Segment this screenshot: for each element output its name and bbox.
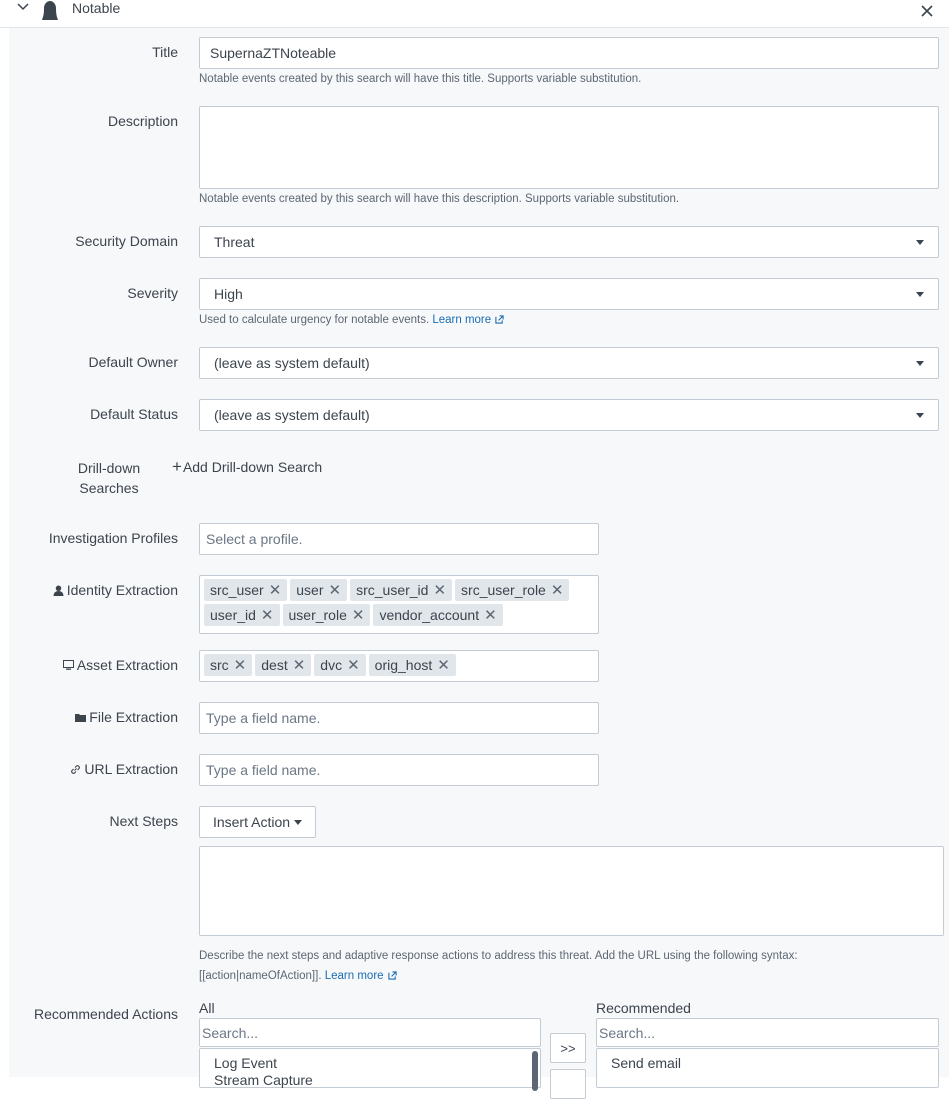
- severity-select[interactable]: [199, 278, 939, 310]
- severity-label: Severity: [127, 285, 178, 301]
- identity-tag: [204, 579, 287, 601]
- panel-header: [0, 0, 949, 28]
- default-owner-select[interactable]: [199, 347, 939, 379]
- default-status-select[interactable]: [199, 399, 939, 431]
- asset-extraction-label-text: Asset Extraction: [76, 657, 178, 673]
- security-domain-value: Threat: [214, 234, 255, 250]
- remove-tag-icon[interactable]: ✕: [260, 606, 274, 624]
- identity-tag: [204, 604, 280, 626]
- remove-tag-icon[interactable]: ✕: [550, 581, 564, 599]
- security-domain-label: Security Domain: [75, 233, 178, 249]
- caret-down-icon: [916, 361, 924, 366]
- tag-label: src_user_role: [461, 582, 546, 598]
- next-steps-learn-more-link[interactable]: [325, 970, 397, 982]
- tag-label: src_user_id: [356, 582, 429, 598]
- identity-tag: [455, 579, 569, 601]
- external-link-icon: [495, 315, 504, 324]
- remove-tag-icon[interactable]: ✕: [433, 581, 447, 599]
- list-scrollbar[interactable]: [532, 1051, 538, 1091]
- drilldown-label: [69, 458, 149, 498]
- remove-tag-icon[interactable]: ✕: [484, 606, 497, 624]
- tag-label: user: [296, 582, 324, 598]
- tag-label: src_user: [210, 582, 264, 598]
- insert-action-button[interactable]: [199, 806, 316, 838]
- identity-tag: [373, 604, 502, 626]
- monitor-icon: [63, 660, 74, 670]
- remove-tag-icon[interactable]: ✕: [292, 656, 306, 674]
- file-extraction-label: [29, 709, 178, 725]
- recommended-actions-list: [596, 1048, 939, 1088]
- tag-label: dest: [261, 657, 288, 673]
- all-actions-search[interactable]: [199, 1018, 541, 1047]
- learn-more-text: Learn more: [432, 314, 492, 326]
- identity-extraction-input[interactable]: [199, 575, 599, 634]
- asset-tag: [255, 654, 311, 676]
- default-owner-label: Default Owner: [88, 354, 178, 370]
- default-status-label: Default Status: [90, 406, 178, 422]
- remove-tag-icon[interactable]: ✕: [268, 581, 282, 599]
- caret-down-icon: [916, 292, 924, 297]
- investigation-profiles-label: Investigation Profiles: [48, 530, 178, 546]
- recommended-search[interactable]: [596, 1018, 939, 1047]
- remove-tag-icon[interactable]: ✕: [233, 656, 247, 674]
- learn-more-text: Learn more: [324, 970, 384, 982]
- severity-learn-more-link[interactable]: [432, 314, 504, 326]
- all-actions-list: [199, 1048, 541, 1088]
- title-label: Title: [152, 44, 178, 60]
- investigation-profiles-placeholder: Select a profile.: [206, 531, 303, 547]
- description-label: Description: [107, 113, 178, 129]
- close-icon[interactable]: [921, 5, 933, 17]
- asset-extraction-label: [29, 657, 178, 673]
- tag-label: orig_host: [374, 657, 433, 673]
- default-status-value: (leave as system default): [214, 407, 370, 423]
- drilldown-label-line2: Searches: [79, 480, 139, 496]
- url-extraction-label: [29, 761, 178, 777]
- list-item[interactable]: Send email: [611, 1055, 682, 1071]
- description-textarea[interactable]: [199, 106, 939, 189]
- plus-icon: +: [172, 457, 182, 476]
- panel-title: Notable: [72, 0, 121, 16]
- list-item[interactable]: Stream Capture: [214, 1072, 313, 1088]
- notable-action-panel: [9, 0, 949, 1088]
- remove-tag-icon[interactable]: ✕: [347, 656, 360, 674]
- title-help: Notable events created by this search will have this title. Supports variable substitution.: [199, 73, 642, 85]
- tag-label: vendor_account: [379, 607, 480, 623]
- default-owner-value: (leave as system default): [214, 355, 370, 371]
- severity-value: High: [214, 286, 243, 302]
- link-icon: [70, 764, 81, 775]
- tag-label: src: [210, 657, 229, 673]
- drilldown-label-line1: Drill-down: [77, 460, 141, 476]
- identity-tag: [350, 579, 452, 601]
- add-drilldown-button[interactable]: [172, 458, 322, 475]
- tag-label: user_id: [210, 607, 256, 623]
- add-drilldown-label: Add Drill-down Search: [182, 458, 323, 475]
- severity-help: [199, 314, 504, 326]
- file-extraction-label-text: File Extraction: [89, 709, 178, 725]
- tag-label: dvc: [320, 657, 343, 673]
- bell-icon: [37, 0, 63, 20]
- identity-extraction-label: [29, 582, 178, 598]
- user-icon: [53, 585, 64, 596]
- asset-tag: [204, 654, 252, 676]
- title-input[interactable]: SupernaZTNoteable: [199, 37, 939, 69]
- recommended-list-label: Recommended: [596, 1000, 691, 1016]
- all-actions-search-placeholder: Search...: [202, 1024, 259, 1041]
- all-actions-label: All: [199, 1000, 215, 1016]
- asset-tag: [314, 654, 365, 676]
- security-domain-select[interactable]: [199, 226, 939, 258]
- remove-tag-icon[interactable]: ✕: [437, 656, 450, 674]
- identity-extraction-label-text: Identity Extraction: [66, 582, 178, 598]
- caret-down-icon: [916, 413, 924, 418]
- url-extraction-label-text: URL Extraction: [84, 761, 178, 777]
- tag-label: user_role: [288, 607, 347, 623]
- caret-down-icon: [294, 820, 302, 825]
- next-steps-textarea[interactable]: [199, 846, 944, 936]
- move-back-button[interactable]: [550, 1069, 586, 1099]
- description-help: Notable events created by this search will have this description. Supports variable substitution.: [199, 193, 680, 205]
- next-steps-help-line2: [199, 966, 939, 986]
- recommended-search-placeholder: Search...: [599, 1024, 656, 1041]
- file-extraction-input[interactable]: [199, 702, 599, 734]
- remove-tag-icon[interactable]: ✕: [328, 581, 342, 599]
- asset-extraction-input[interactable]: [199, 650, 599, 682]
- url-extraction-placeholder: Type a field name.: [206, 762, 321, 778]
- url-extraction-input[interactable]: [199, 754, 599, 786]
- move-to-recommended-button[interactable]: >>: [550, 1033, 586, 1063]
- next-steps-syntax: [[action|nameOfAction]].: [199, 970, 322, 982]
- external-link-icon: [388, 971, 397, 980]
- folder-icon: [75, 713, 86, 722]
- recommended-actions-label: Recommended Actions: [34, 1006, 178, 1022]
- caret-down-icon: [916, 240, 924, 245]
- next-steps-help: [199, 946, 939, 986]
- identity-tag: [283, 604, 371, 626]
- list-item[interactable]: Log Event: [214, 1055, 278, 1071]
- next-steps-label: Next Steps: [109, 813, 178, 829]
- investigation-profiles-input[interactable]: [199, 523, 599, 555]
- asset-tag: [369, 654, 456, 676]
- insert-action-label: Insert Action: [212, 814, 291, 830]
- remove-tag-icon[interactable]: ✕: [351, 606, 365, 624]
- severity-help-text: Used to calculate urgency for notable events.: [199, 314, 430, 326]
- identity-tag: [290, 579, 347, 601]
- chevron-down-icon[interactable]: [17, 3, 29, 11]
- file-extraction-placeholder: Type a field name.: [206, 710, 321, 726]
- next-steps-help-line1: Describe the next steps and adaptive response actions to address this threat. Add the URL using the following syntax:: [199, 950, 798, 962]
